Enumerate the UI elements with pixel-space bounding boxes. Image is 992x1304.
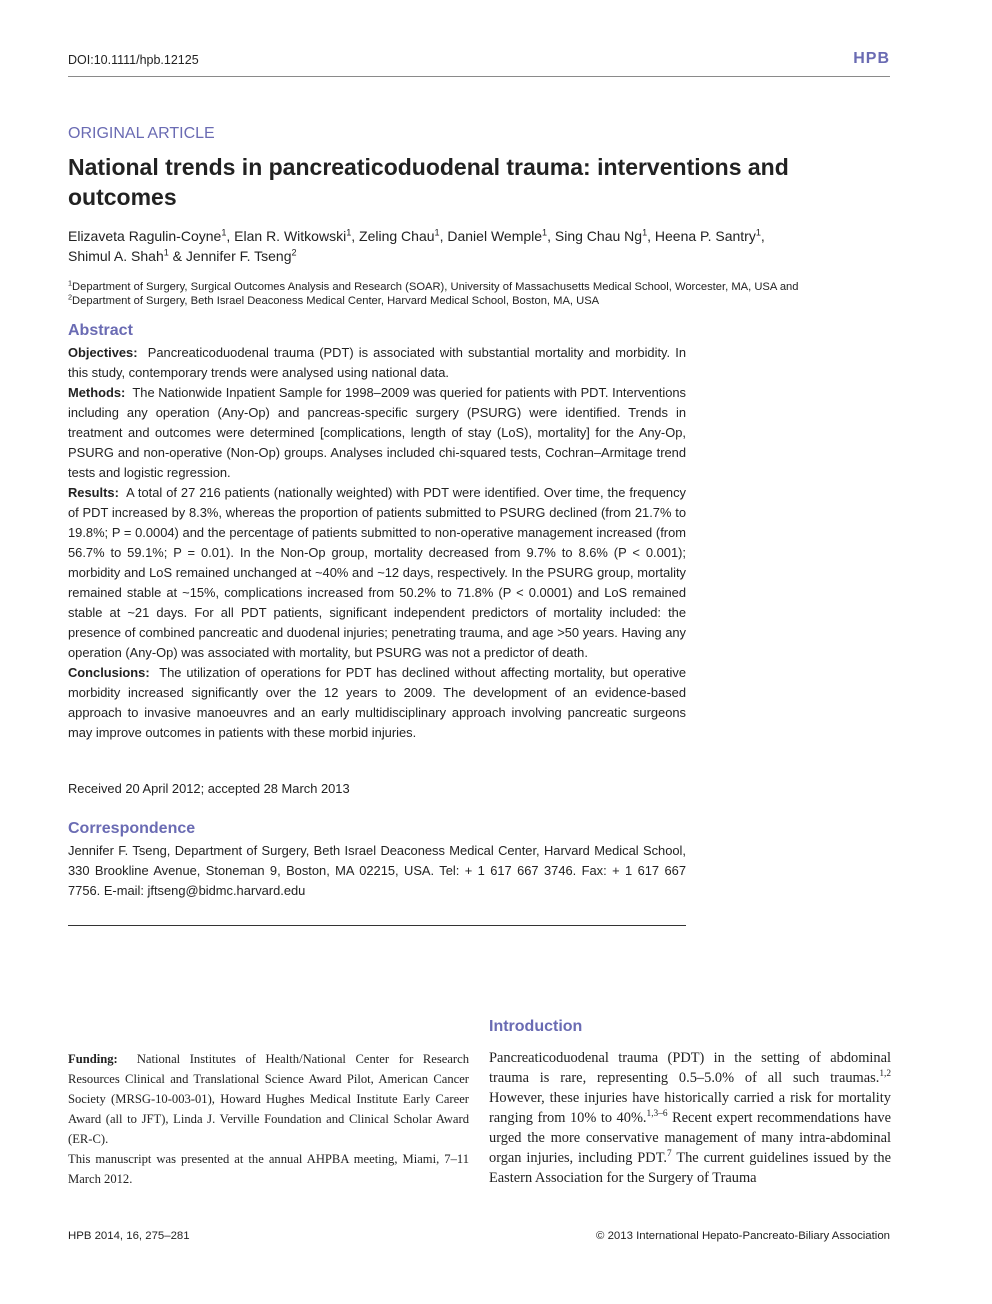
received-dates: Received 20 April 2012; accepted 28 March 2013 xyxy=(68,781,350,796)
author: Zeling Chau$^1$, xyxy=(359,227,448,244)
doi: DOI:10.1111/hpb.12125 xyxy=(68,53,199,67)
affiliation: $^1$Department of Surgery, Surgical Outcomes Analysis and Research (SOAR), University of Massachusetts Medical School, Worcester, MA, USA and xyxy=(68,278,799,293)
abstract-methods: Methods: The Nationwide Inpatient Sample for 1998–2009 was queried for patients with PDT. Interventions including any operation (Any-Op) and pancreas-specific surgery (PSURG) were identified. Trends in treatment and outcomes were determined [complications, length of stay (LoS), mortality] for the Any-Op, PSURG and non-operative (Non-Op) groups. Analyses included chi-squared tests, Cochran–Armitage trend tests and logistic regression. xyxy=(68,385,686,480)
affiliations xyxy=(68,280,890,308)
footer-copyright: © 2013 International Hepato-Pancreato-Biliary Association xyxy=(596,1230,890,1242)
author-list xyxy=(68,226,868,266)
affiliation: $^2$Department of Surgery, Beth Israel Deaconess Medical Center, Harvard Medical School, Boston, MA, USA xyxy=(68,292,600,307)
citation-ref: 1,3–6 xyxy=(646,1109,668,1120)
introduction-heading: Introduction xyxy=(489,1018,583,1035)
author: Elizaveta Ragulin-Coyne$^1$, xyxy=(68,227,235,244)
article-title: National trends in pancreaticoduodenal trauma: interventions and outcomes xyxy=(68,154,789,210)
author: Sing Chau Ng$^1$, xyxy=(554,227,655,244)
author: Shimul A. Shah$^1$ & xyxy=(68,247,186,264)
header-rule xyxy=(68,76,890,77)
introduction-body: Pancreaticoduodenal trauma (PDT) in the setting of abdominal trauma is rare, representing 0.5–5.0% of all such traumas.$^{1,2}$ However, these injuries have historically carried a risk for mortality ranging from 10% to 40%.$^{1,3-6}$ Recent expert recommendations have urged the more conservative management of many intra-abdominal organ injuries, including PDT.$^7$ The current guidelines issued by the Eastern Association for the Surgery of Trauma xyxy=(489,1050,891,1186)
correspondence-heading: Correspondence xyxy=(68,820,196,837)
funding-text: National Institutes of Health/National Center for Research Resources Clinical and Translational Science Award Pilot, American Cancer Society (MRSG-10-003-01), Howard Hughes Medical Institute Early Career Award (all to JFT), Linda J. Verville Foundation and Clinical Scholar Award (ER-C). xyxy=(68,1052,469,1146)
abstract-results: Results: A total of 27 216 patients (nationally weighted) with PDT were identified. Over time, the frequency of PDT increased by 8.3%, whereas the proportion of patients submitted to PSURG declined (from 21.7% to 19.8%; P = 0.0004) and the percentage of patients submitted to non-operative management increased (from 56.7% to 59.1%; P = 0.01). In the Non-Op group, mortality decreased from 9.7% to 8.6% (P < 0.001); morbidity and LoS remained unchanged at ~40% and ~12 days, respectively. In the PSURG group, mortality remained stable at ~15%, complications increased from 50.2% to 71.8% (P < 0.0001) and LoS remained stable at ~21 days. For all PDT patients, significant independent predictors of mortality included: the presence of combined pancreatic and duodenal injuries; penetrating trauma, and age >50 years. Having any operation (Any-Op) was associated with mortality, but PSURG was not a predictor of death. xyxy=(68,485,686,660)
footer-citation: HPB 2014, 16, 275–281 xyxy=(68,1230,190,1242)
author: Heena P. Santry$^1$, xyxy=(654,227,765,244)
citation-ref: 7 xyxy=(667,1149,672,1160)
abstract-objectives: Objectives: Pancreaticoduodenal trauma (PDT) is associated with substantial mortality and morbidity. In this study, contemporary trends were analysed using national data. xyxy=(68,345,686,380)
funding-label: Funding: xyxy=(68,1052,118,1066)
section-rule xyxy=(68,925,686,926)
abstract-heading: Abstract xyxy=(68,322,133,339)
abstract-conclusions: Conclusions: The utilization of operations for PDT has declined without affecting mortality, but operative morbidity increased significantly over the 12 years to 2009. The development of an evidence-based approach to invasive manoeuvres and an early multidisciplinary approach involving pancreatic surgeons may improve outcomes in patients with these morbid injuries. xyxy=(68,665,686,740)
correspondence-text: Jennifer F. Tseng, Department of Surgery, Beth Israel Deaconess Medical Center, Harvard Medical School, 330 Brookline Avenue, Stoneman 9, Boston, MA 02215, USA. Tel: + 1 617 667 3746. Fax: + 1 617 667 7756. E-mail: jftseng@bidmc.harvard.edu xyxy=(68,843,686,898)
funding-note xyxy=(68,1049,469,1189)
citation-ref: 1,2 xyxy=(879,1069,891,1080)
abstract-body xyxy=(68,343,686,743)
presentation-note: This manuscript was presented at the annual AHPBA meeting, Miami, 7–11 March 2012. xyxy=(68,1152,469,1186)
author: Elan R. Witkowski$^1$, xyxy=(234,227,360,244)
author: Daniel Wemple$^1$, xyxy=(447,227,555,244)
journal-logo: HPB xyxy=(853,50,890,67)
author: Jennifer F. Tseng$^2$ xyxy=(185,247,297,264)
article-type: ORIGINAL ARTICLE xyxy=(68,125,215,142)
